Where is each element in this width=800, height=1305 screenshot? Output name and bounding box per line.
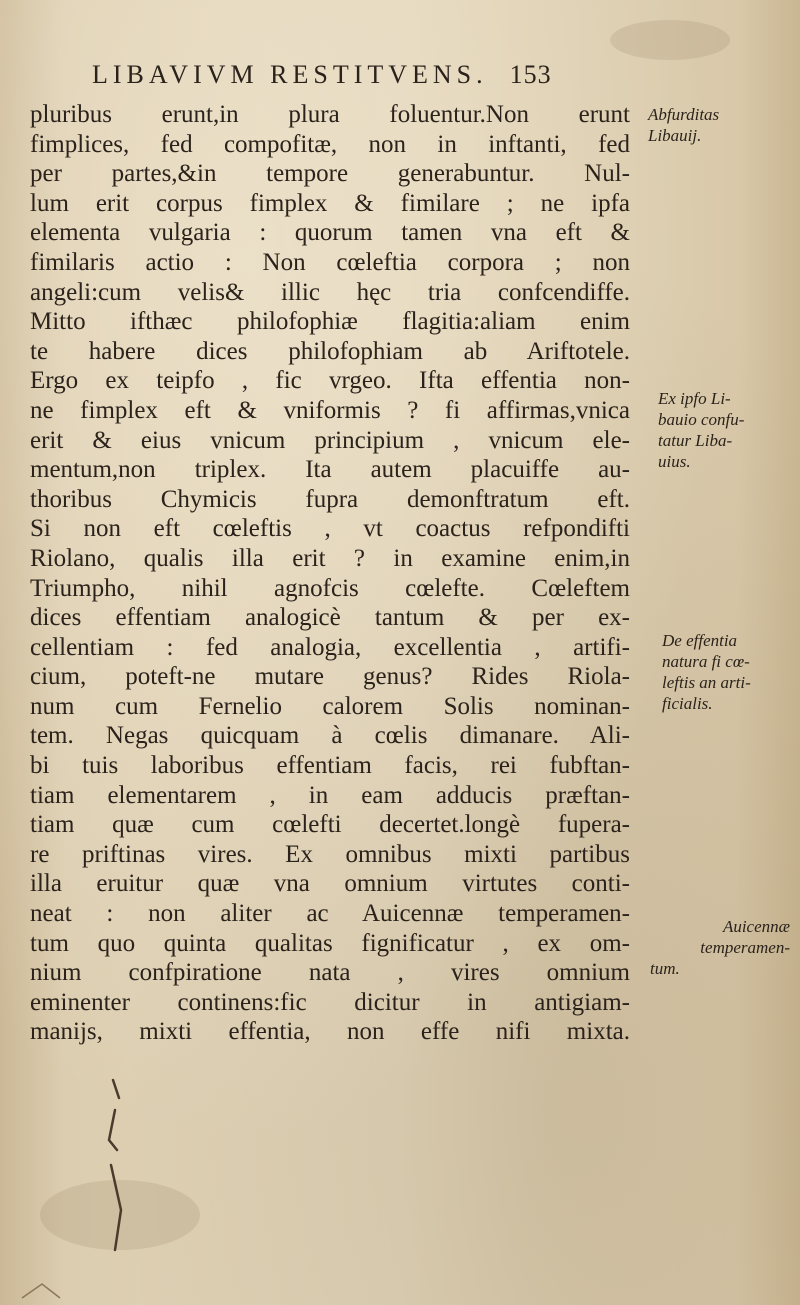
margin-note-line: natura fi cœ- (662, 652, 750, 671)
margin-note-absurditas (648, 104, 798, 146)
text-line: manijs, mixti effentia, non effe nifi mixta. (30, 1018, 630, 1046)
margin-note-line: Abfurditas (648, 105, 720, 124)
margin-note-line: De effentia (662, 631, 738, 650)
margin-note-line: Ex ipfo Li- (658, 389, 731, 408)
text-line: Ergo ex teipfo , fic vrgeo. Ifta effentia non- (30, 367, 630, 395)
text-line: num cum Fernelio calorem Solis nominan- (30, 692, 630, 720)
text-line: Si non eft cœleftis , vt coactus refpondifti (30, 515, 630, 543)
margin-note-line: tum. (650, 959, 680, 978)
text-line: Mitto ifthæc philofophiæ flagitia:aliam enim (30, 308, 630, 336)
running-title: LIBAVIVM RESTITVENS. (92, 60, 488, 89)
margin-note-line: tatur Liba- (658, 431, 733, 450)
text-line: ne fimplex eft & vniformis ? fi affirmas,vnica (30, 396, 630, 424)
margin-note-line: bauio confu- (658, 410, 745, 429)
text-line: te habere dices philofophiam ab Ariftotele. (30, 337, 630, 365)
text-line: mentum,non triplex. Ita autem placuiffe au- (30, 456, 630, 484)
text-line: cium, poteft-ne mutare genus? Rides Riola- (30, 663, 630, 691)
text-line: bi tuis laboribus effentiam facis, rei fubftan- (30, 752, 630, 780)
page-number: 153 (509, 60, 552, 89)
body-text (30, 100, 630, 1047)
text-line: erit & eius vnicum principium , vnicum ele- (30, 426, 630, 454)
margin-note-de-essentia (662, 630, 800, 714)
margin-note-line: Libauij. (648, 126, 702, 145)
ink-scribble-icon (95, 1070, 145, 1270)
text-line: pluribus erunt,in plura foluentur.Non erunt (30, 101, 630, 128)
text-line: re priftinas vires. Ex omnibus mixti partibus (30, 840, 630, 868)
margin-note-auicennae (650, 916, 790, 979)
margin-note-line: ficialis. (662, 694, 713, 713)
text-line: Riolano, qualis illa erit ? in examine enim,in (30, 544, 630, 572)
text-line: tum quo quinta qualitas fignificatur , ex om- (30, 929, 630, 957)
text-line: nium confpiratione nata , vires omnium (30, 959, 630, 987)
text-line: per partes,&in tempore generabuntur. Nul- (30, 160, 630, 188)
text-line: Triumpho, nihil agnofcis cœlefte. Cœleftem (30, 574, 630, 602)
text-line: eminenter continens:fic dicitur in antigiam- (30, 988, 630, 1016)
margin-note-line: uius. (658, 452, 691, 471)
text-line: tiam elementarem , in eam adducis præftan- (30, 781, 630, 809)
text-line: lum erit corpus fimplex & fimilare ; ne ipfa (30, 189, 630, 217)
margin-note-line: Auicennæ (722, 917, 790, 936)
paper-stain (610, 20, 730, 60)
text-line: elementa vulgaria : quorum tamen vna eft & (30, 219, 630, 247)
text-line: dices effentiam analogicè tantum & per ex- (30, 604, 630, 632)
running-header (92, 60, 652, 100)
text-line: angeli:cum velis& illic hęc tria confcendiffe. (30, 278, 630, 306)
text-line: neat : non aliter ac Auicennæ temperamen- (30, 900, 630, 928)
margin-note-line: temperamen- (700, 938, 790, 957)
text-line: cellentiam : fed analogia, excellentia , artifi- (30, 633, 630, 661)
text-line: illa eruitur quæ vna omnium virtutes conti- (30, 870, 630, 898)
page-corner-crease-icon (20, 1260, 80, 1300)
margin-note-line: leftis an arti- (662, 673, 751, 692)
text-line: thoribus Chymicis fupra demonftratum eft. (30, 485, 630, 513)
text-line: tiam quæ cum cœlefti decertet.longè fupera- (30, 811, 630, 839)
text-line: fimilaris actio : Non cœleftia corpora ; non (30, 248, 630, 276)
text-line: fimplices, fed compofitæ, non in inftanti, fed (30, 130, 630, 158)
margin-note-ex-ipso (658, 388, 800, 472)
text-line: tem. Negas quicquam à cœlis dimanare. Ali- (30, 722, 630, 750)
